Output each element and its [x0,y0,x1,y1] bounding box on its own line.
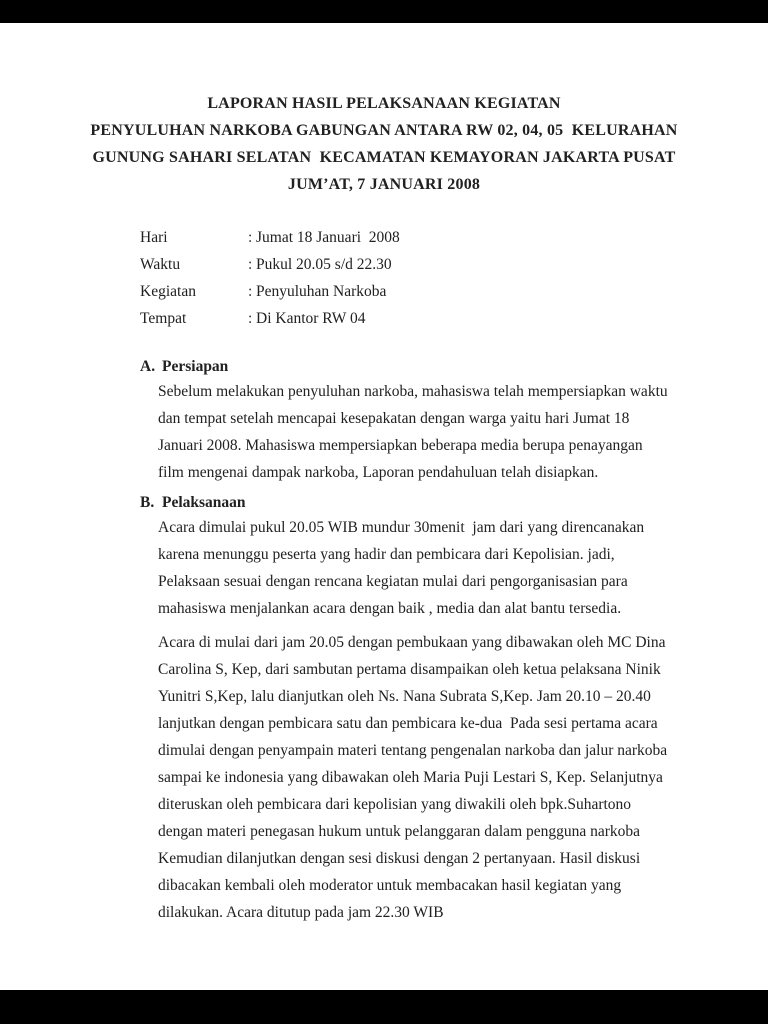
paragraph-line: Yunitri S,Kep, lalu dianjutkan oleh Ns. Nana Subrata S,Kep. Jam 20.10 – 20.40 [158,688,651,705]
paragraph-line: Acara di mulai dari jam 20.05 dengan pembukaan yang dibawakan oleh MC Dina [158,634,666,651]
section-title: Pelaksanaan [162,494,246,511]
paragraph-line: dibacakan kembali oleh moderator untuk membacakan hasil kegiatan yang [158,877,622,894]
paragraph [158,514,752,622]
section-body [158,378,752,486]
detail-label: Tempat [140,310,187,327]
report-title [0,90,768,198]
detail-label: Hari [140,229,168,246]
paragraph-line: lanjutkan dengan pembicara satu dan pembicara ke-dua Pada sesi pertama acara [158,715,658,732]
detail-colon: : [248,283,253,300]
detail-label: Kegiatan [140,283,196,300]
detail-row [140,251,400,278]
section-heading [140,492,752,514]
detail-value: Pukul 20.05 s/d 22.30 [256,256,392,273]
paragraph-line: Kemudian dilanjutkan dengan sesi diskusi dengan 2 pertanyaan. Hasil diskusi [158,850,641,867]
document-page [0,23,768,990]
letterbox-top [0,0,768,23]
report-title-line: PENYULUHAN NARKOBA GABUNGAN ANTARA RW 02, 04, 05 KELURAHAN [90,122,678,139]
paragraph-line: film mengenai dampak narkoba, Laporan pendahuluan telah disiapkan. [158,464,599,481]
paragraph-line: Januari 2008. Mahasiswa mempersiapkan beberapa media berupa penayangan [158,437,643,454]
detail-row [140,224,400,251]
detail-value: Penyuluhan Narkoba [256,283,387,300]
detail-colon: : [248,229,253,246]
section-title: Persiapan [162,358,229,375]
report-title-line: GUNUNG SAHARI SELATAN KECAMATAN KEMAYORAN JAKARTA PUSAT [92,149,676,166]
section-letter: A. [140,358,156,375]
section-letter: B. [140,494,155,511]
detail-value: Jumat 18 Januari 2008 [256,229,400,246]
report-section [140,356,752,486]
paragraph-line: dilakukan. Acara ditutup pada jam 22.30 WIB [158,904,444,921]
detail-colon: : [248,310,253,327]
paragraph [158,378,752,486]
detail-list [140,224,400,332]
paragraph-line: dimulai dengan penyampain materi tentang pengenalan narkoba dan jalur narkoba [158,742,668,759]
paragraph-line: sampai ke indonesia yang dibawakan oleh Maria Puji Lestari S, Kep. Selanjutnya [158,769,663,786]
letterbox-bottom [0,990,768,1024]
report-title-line: JUM’AT, 7 JANUARI 2008 [287,176,481,193]
paragraph-line: mahasiswa menjalankan acara dengan baik , media dan alat bantu tersedia. [158,600,622,617]
detail-value: Di Kantor RW 04 [256,310,366,327]
detail-label: Waktu [140,256,181,273]
paragraph-line: karena menunggu peserta yang hadir dan pembicara dari Kepolisian. jadi, [158,546,615,563]
paragraph-line: Acara dimulai pukul 20.05 WIB mundur 30menit jam dari yang direncanakan [158,519,645,536]
report-section [140,492,752,926]
paragraph-line: dengan materi penegasan hukum untuk pelanggaran dalam pengguna narkoba [158,823,641,840]
report-sections [140,356,752,926]
detail-row [140,305,400,332]
section-body [158,514,752,926]
detail-row [140,278,400,305]
paragraph-line: Sebelum melakukan penyuluhan narkoba, mahasiswa telah mempersiapkan waktu [158,383,668,400]
paragraph-line: Carolina S, Kep, dari sambutan pertama disampaikan oleh ketua pelaksana Ninik [158,661,661,678]
paragraph-line: Pelaksaan sesuai dengan rencana kegiatan mulai dari pengorganisasian para [158,573,628,590]
paragraph-line: dan tempat setelah mencapai kesepakatan dengan warga yaitu hari Jumat 18 [158,410,630,427]
paragraph [158,629,752,926]
section-heading [140,356,752,378]
paragraph-line: diteruskan oleh pembicara dari kepolisian yang diwakili oleh bpk.Suhartono [158,796,632,813]
detail-colon: : [248,256,253,273]
report-title-line: LAPORAN HASIL PELAKSANAAN KEGIATAN [207,95,561,112]
